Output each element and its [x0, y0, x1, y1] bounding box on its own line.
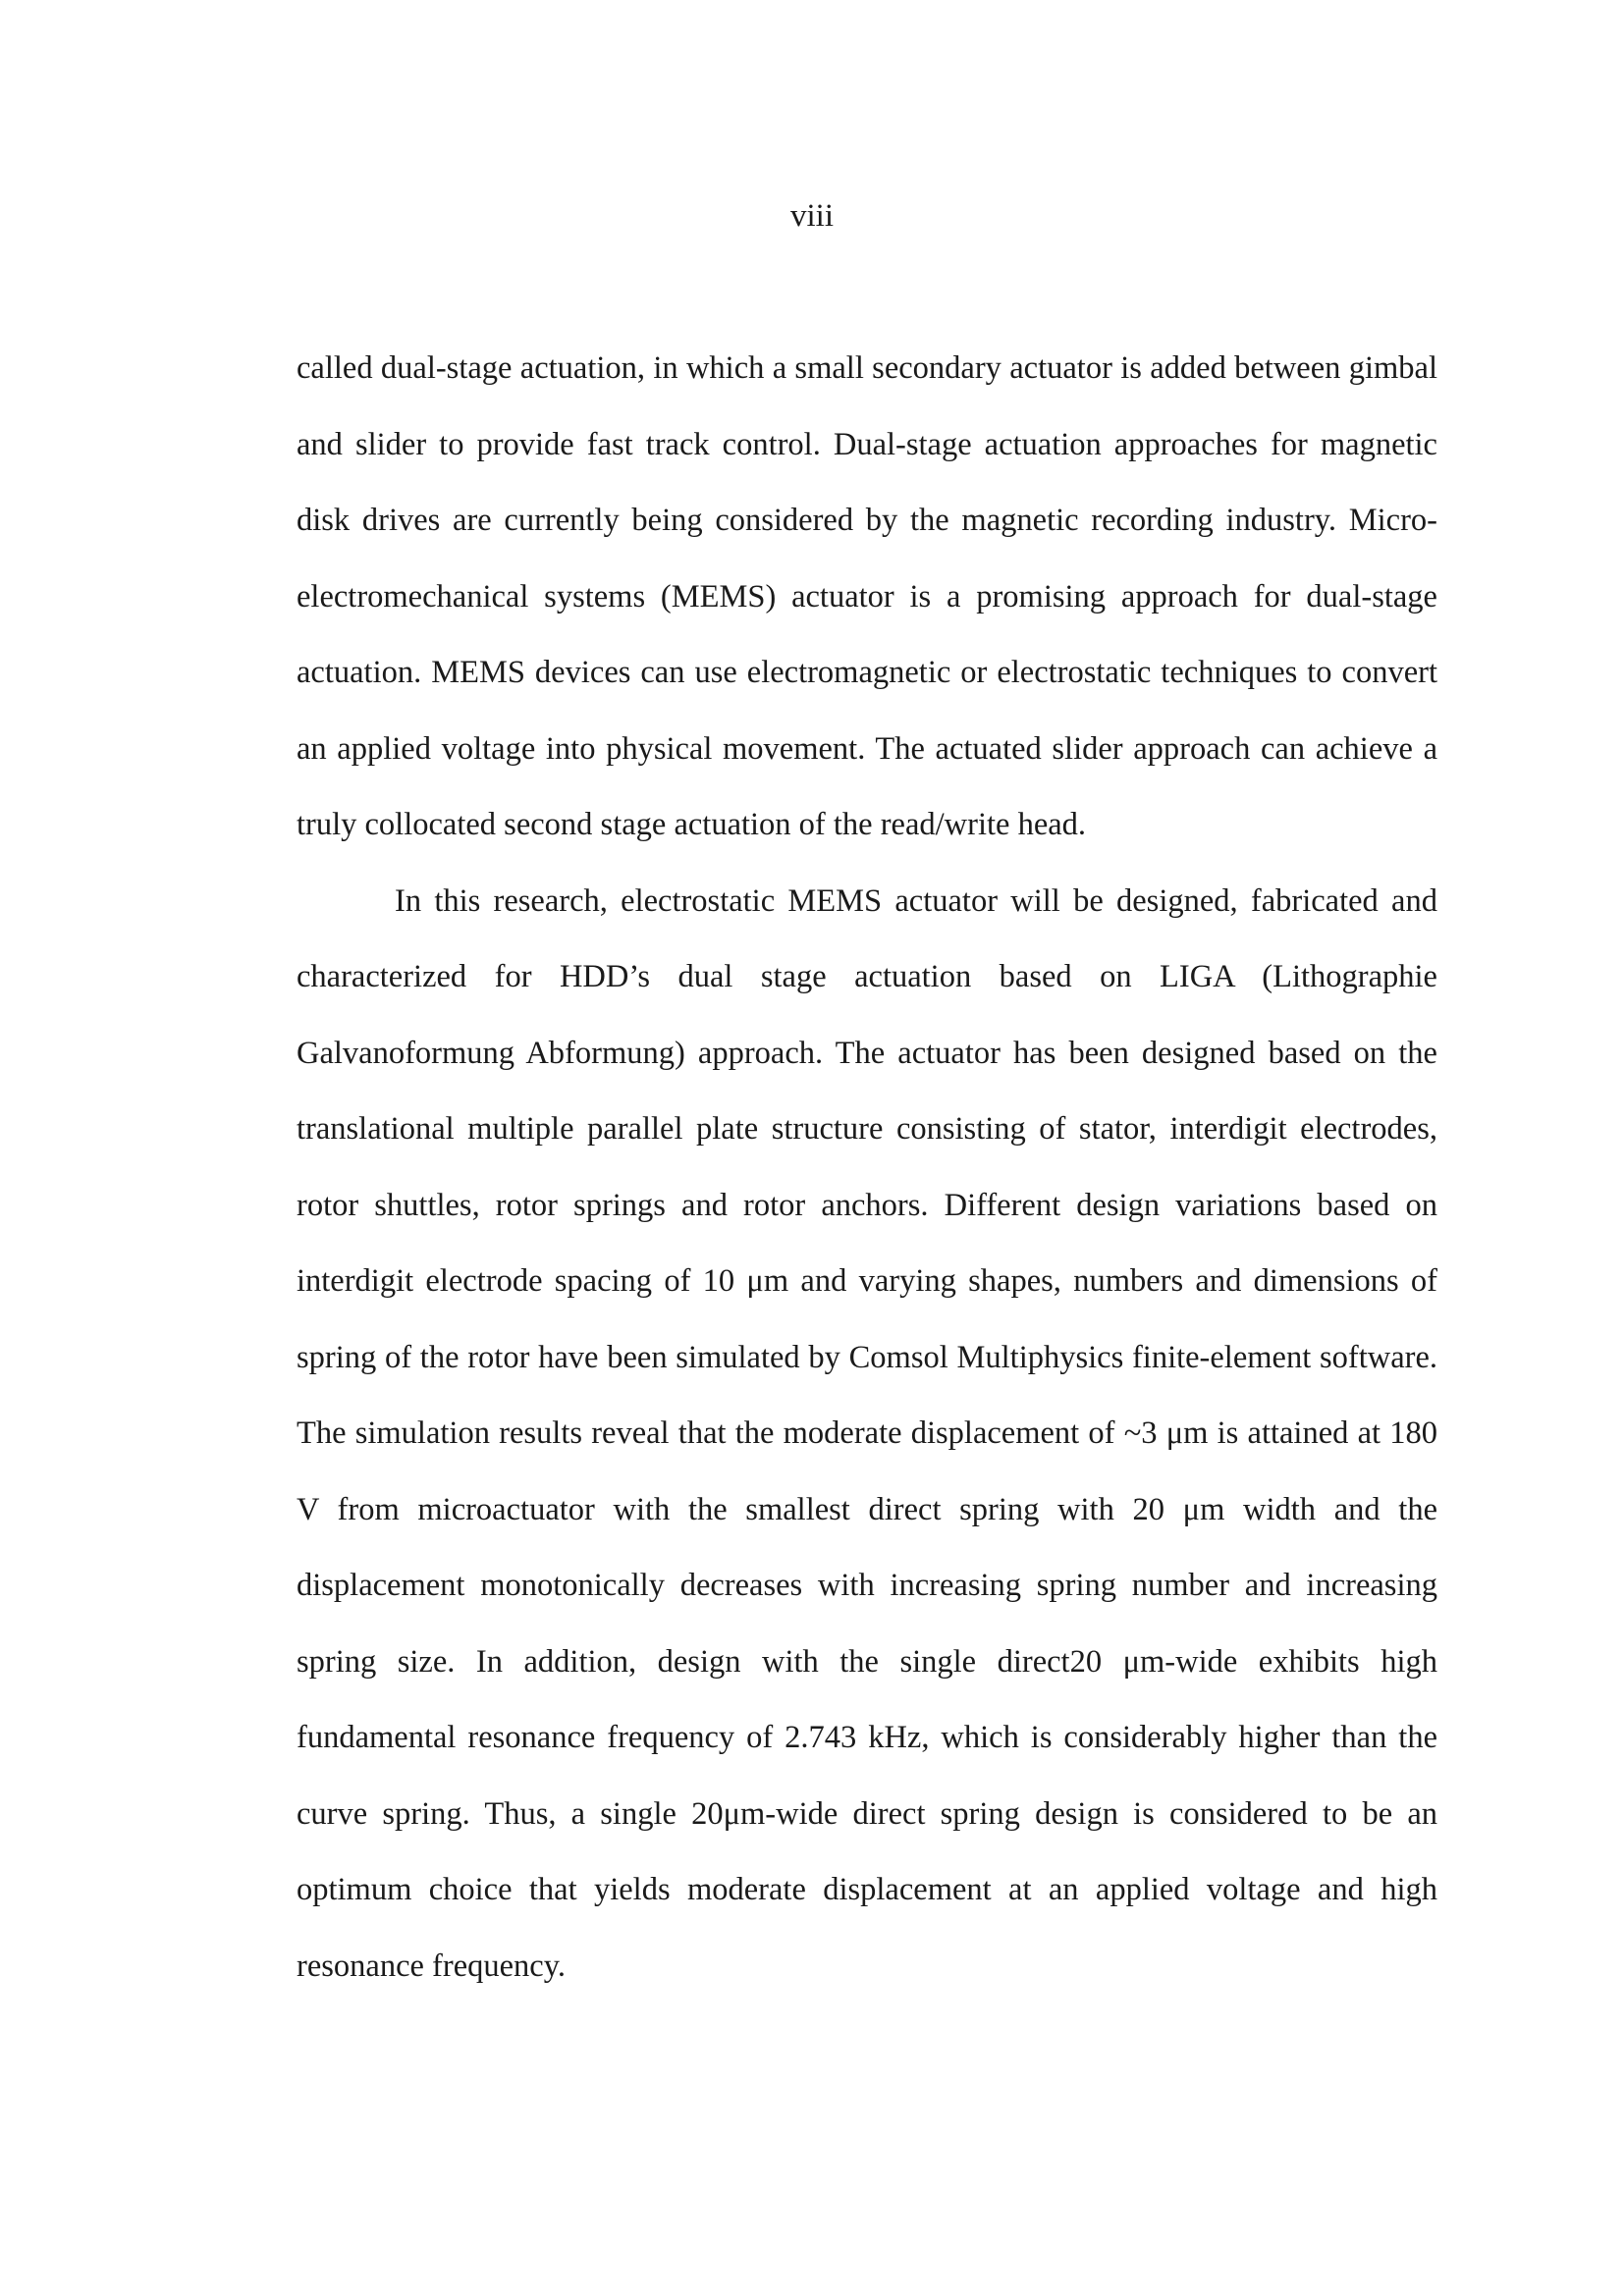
- paragraph-continued: called dual-stage actuation, in which a small secondary actuator is added between gimbal and slider to provide fast track control. Dual-stage actuation approaches for magnetic disk drives are currently being considered by the magnetic recording industry. Micro-electromechanical systems (MEMS) actuator is a promising approach for dual-stage actuation. MEMS devices can use electromagnetic or electrostatic techniques to convert an applied voltage into physical movement. The actuated slider approach can achieve a truly collocated second stage actuation of the read/write head.: [297, 350, 1437, 842]
- body-text: [297, 331, 1437, 2004]
- paragraph-research: In this research, electrostatic MEMS actuator will be designed, fabricated and characterized for HDD’s dual stage actuation based on LIGA (Lithographie Galvanoformung Abformung) approach. The actuator has been designed based on the translational multiple parallel plate structure consisting of stator, interdigit electrodes, rotor shuttles, rotor springs and rotor anchors. Different design variations based on interdigit electrode spacing of 10 μm and varying shapes, numbers and dimensions of spring of the rotor have been simulated by Comsol Multiphysics finite-element software. The simulation results reveal that the moderate displacement of ~3 μm is attained at 180 V from microactuator with the smallest direct spring with 20 μm width and the displacement monotonically decreases with increasing spring number and increasing spring size. In addition, design with the single direct20 μm-wide exhibits high fundamental resonance frequency of 2.743 kHz, which is considerably higher than the curve spring. Thus, a single 20μm-wide direct spring design is considered to be an optimum choice that yields moderate displacement at an applied voltage and high resonance frequency.: [297, 882, 1437, 1984]
- page-number: viii: [789, 198, 834, 234]
